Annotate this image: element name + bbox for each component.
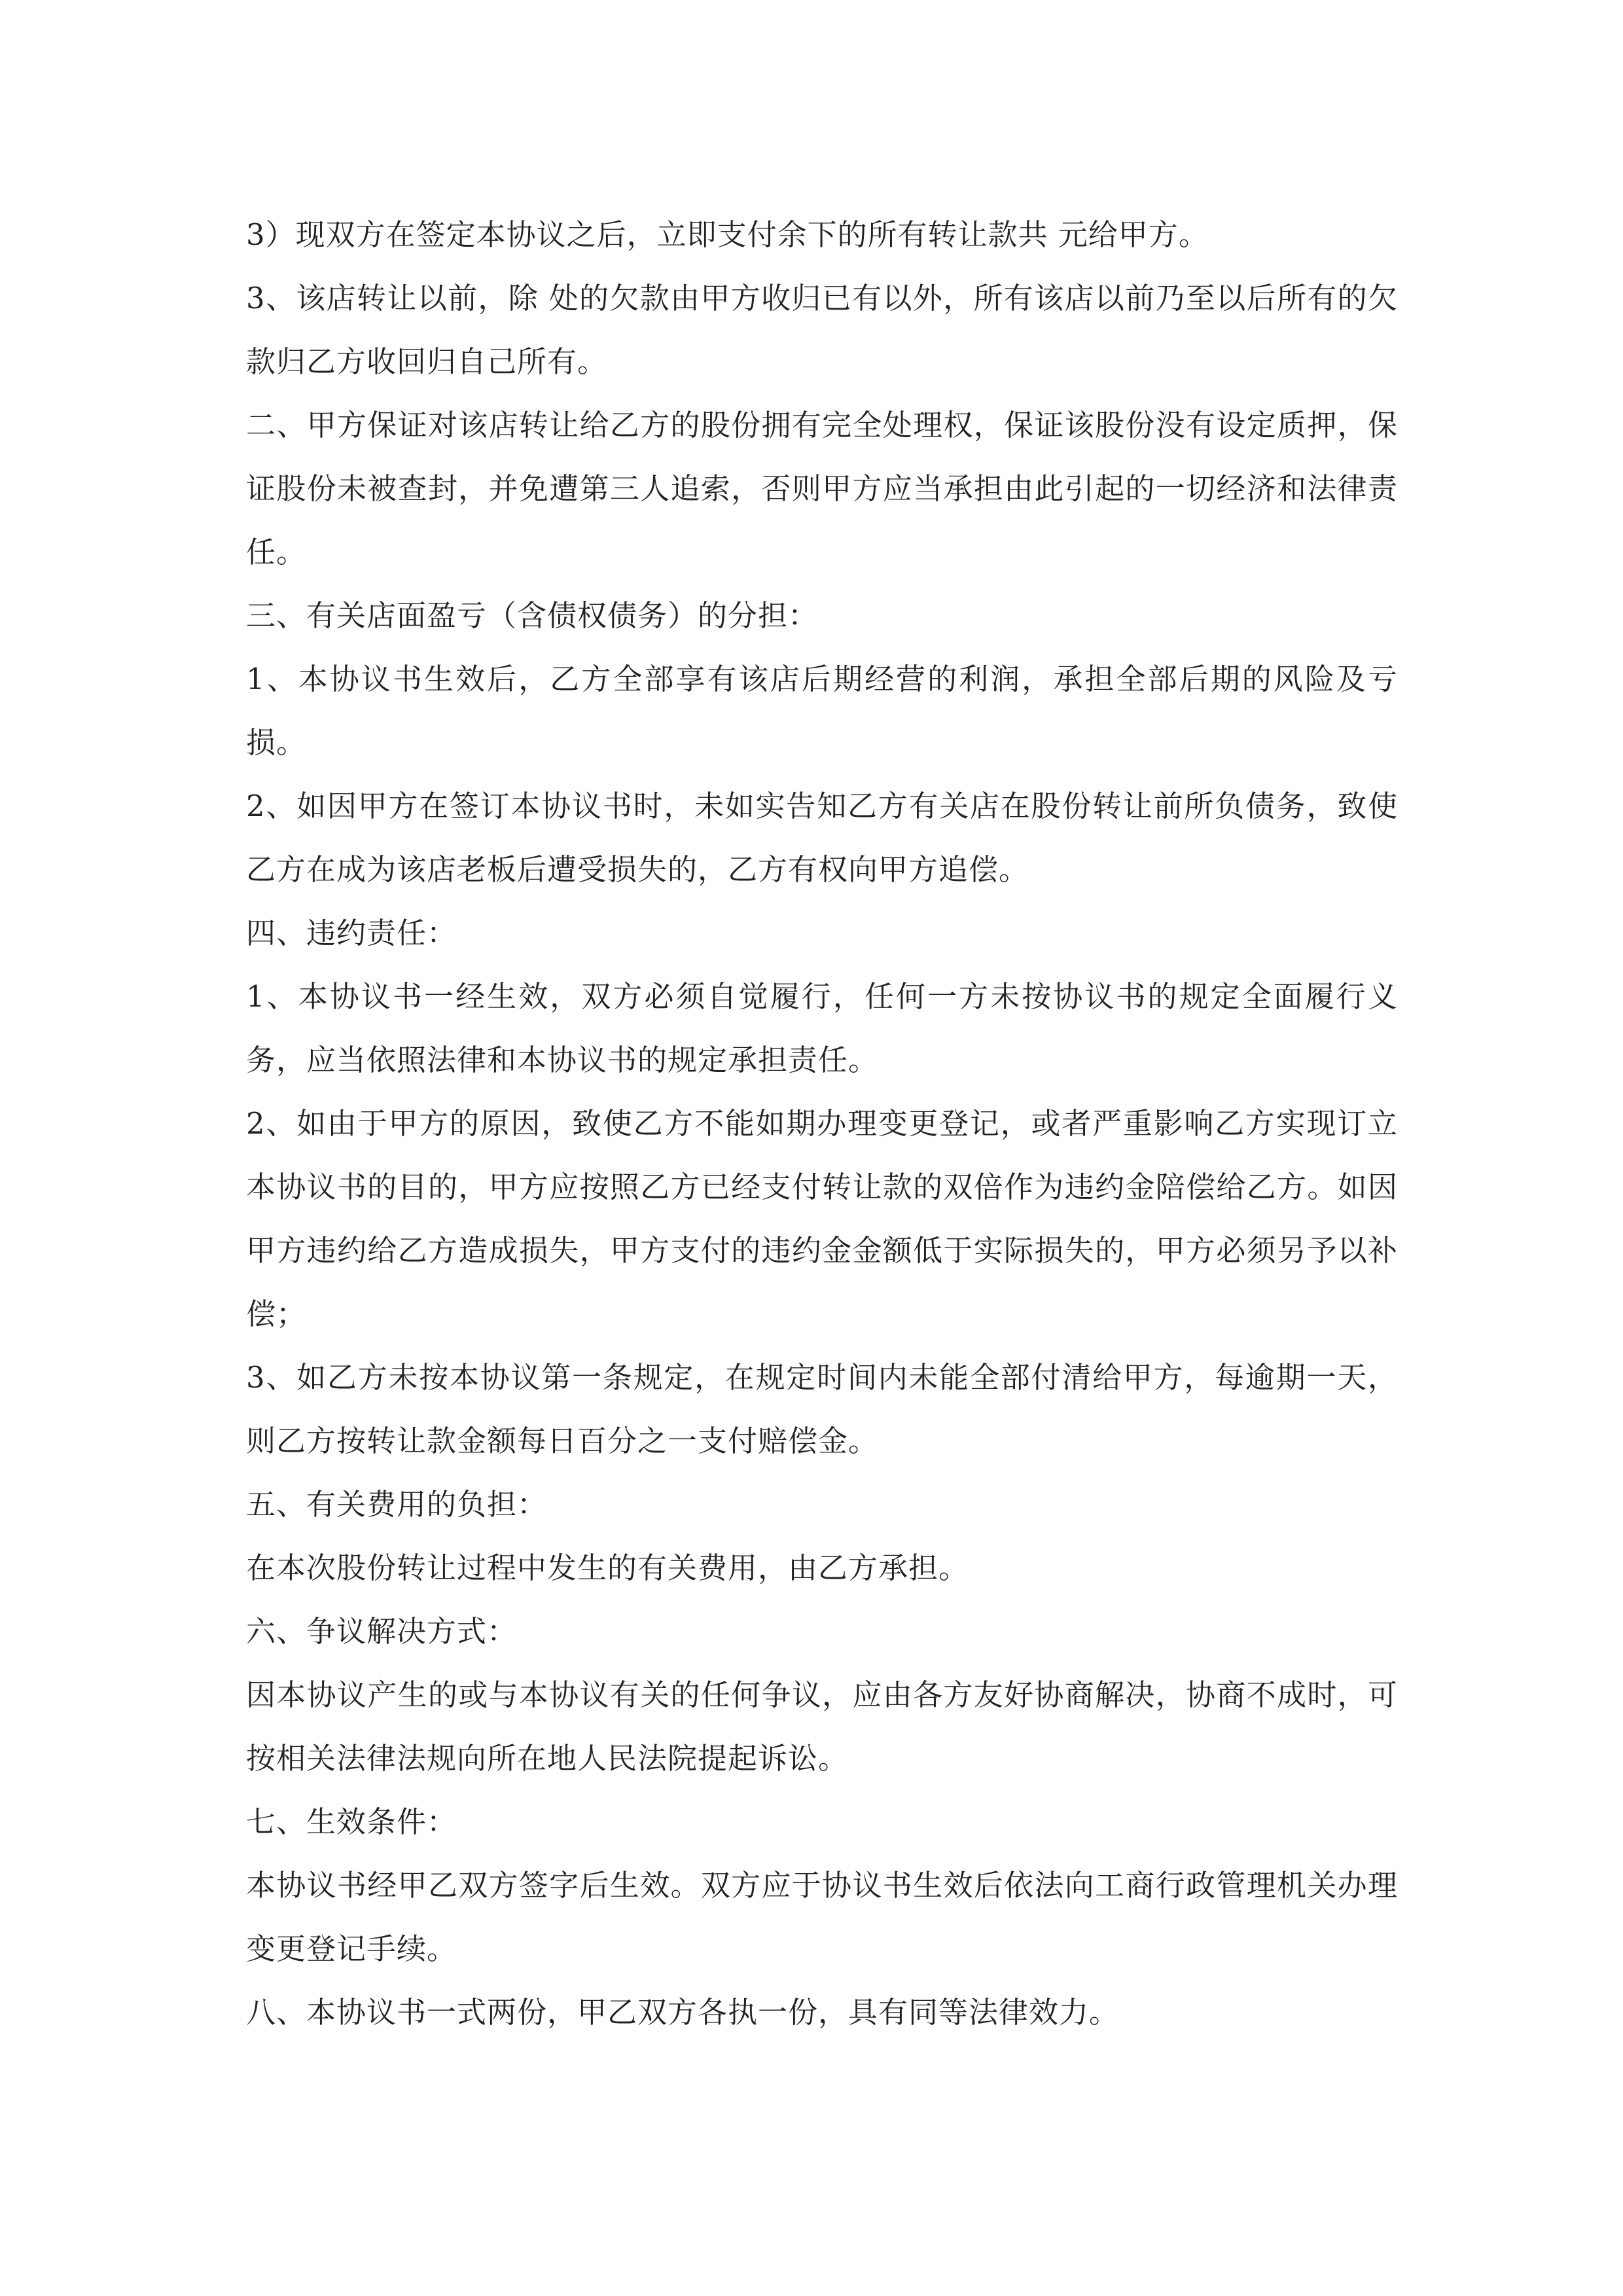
paragraph-section-4-item-2: 2、如由于甲方的原因，致使乙方不能如期办理变更登记，或者严重影响乙方实现订立本协议书的目的，甲方应按照乙方已经支付转让款的双倍作为违约金陪偿给乙方。如因甲方违约给乙方造成损失，甲方支付的违约金金额低于实际损失的，甲方必须另予以补偿； bbox=[246, 1106, 1398, 1331]
paragraph-section-5-body: 在本次股份转让过程中发生的有关费用，由乙方承担。 bbox=[246, 1551, 969, 1585]
paragraph-payment-balance: 3）现双方在签定本协议之后，立即支付余下的所有转让款共 元给甲方。 bbox=[246, 217, 1209, 252]
paragraph-section-3-item-1: 1、本协议书生效后，乙方全部享有该店后期经营的利润，承担全部后期的风险及亏损。 bbox=[246, 662, 1398, 760]
paragraph-section-4-item-3: 3、如乙方未按本协议第一条规定，在规定时间内未能全部付清给甲方，每逾期一天，则乙方按转让款金额每日百分之一支付赔偿金。 bbox=[246, 1360, 1398, 1458]
paragraph-section-3-item-2: 2、如因甲方在签订本协议书时，未如实告知乙方有关店在股份转让前所负债务，致使乙方在成为该店老板后遭受损失的，乙方有权向甲方追偿。 bbox=[246, 789, 1398, 887]
heading-section-3: 三、有关店面盈亏（含债权债务）的分担： bbox=[246, 598, 819, 633]
heading-section-5: 五、有关费用的负担： bbox=[246, 1487, 548, 1522]
paragraph-section-8: 八、本协议书一式两份，甲乙双方各执一份，具有同等法律效力。 bbox=[246, 1995, 1120, 2030]
paragraph-section-6-body: 因本协议产生的或与本协议有关的任何争议，应由各方友好协商解决，协商不成时，可按相关法律法规向所在地人民法院提起诉讼。 bbox=[246, 1677, 1398, 1776]
heading-section-7: 七、生效条件： bbox=[246, 1804, 457, 1839]
paragraph-section-2-warranty: 二、甲方保证对该店转让给乙方的股份拥有完全处理权，保证该股份没有设定质押，保证股份未被查封，并免遭第三人追索，否则甲方应当承担由此引起的一切经济和法律责任。 bbox=[246, 408, 1398, 569]
heading-section-6: 六、争议解决方式： bbox=[246, 1614, 518, 1649]
paragraph-section-4-item-1: 1、本协议书一经生效，双方必须自觉履行，任何一方未按协议书的规定全面履行义务，应当依照法律和本协议书的规定承担责任。 bbox=[246, 979, 1398, 1077]
paragraph-section-7-body: 本协议书经甲乙双方签字后生效。双方应于协议书生效后依法向工商行政管理机关办理变更登记手续。 bbox=[246, 1868, 1398, 1966]
paragraph-debt-collection: 3、该店转让以前，除 处的欠款由甲方收归已有以外，所有该店以前乃至以后所有的欠款归乙方收回归自己所有。 bbox=[246, 281, 1398, 379]
document-body bbox=[246, 203, 1398, 2044]
heading-section-4: 四、违约责任： bbox=[246, 916, 457, 950]
